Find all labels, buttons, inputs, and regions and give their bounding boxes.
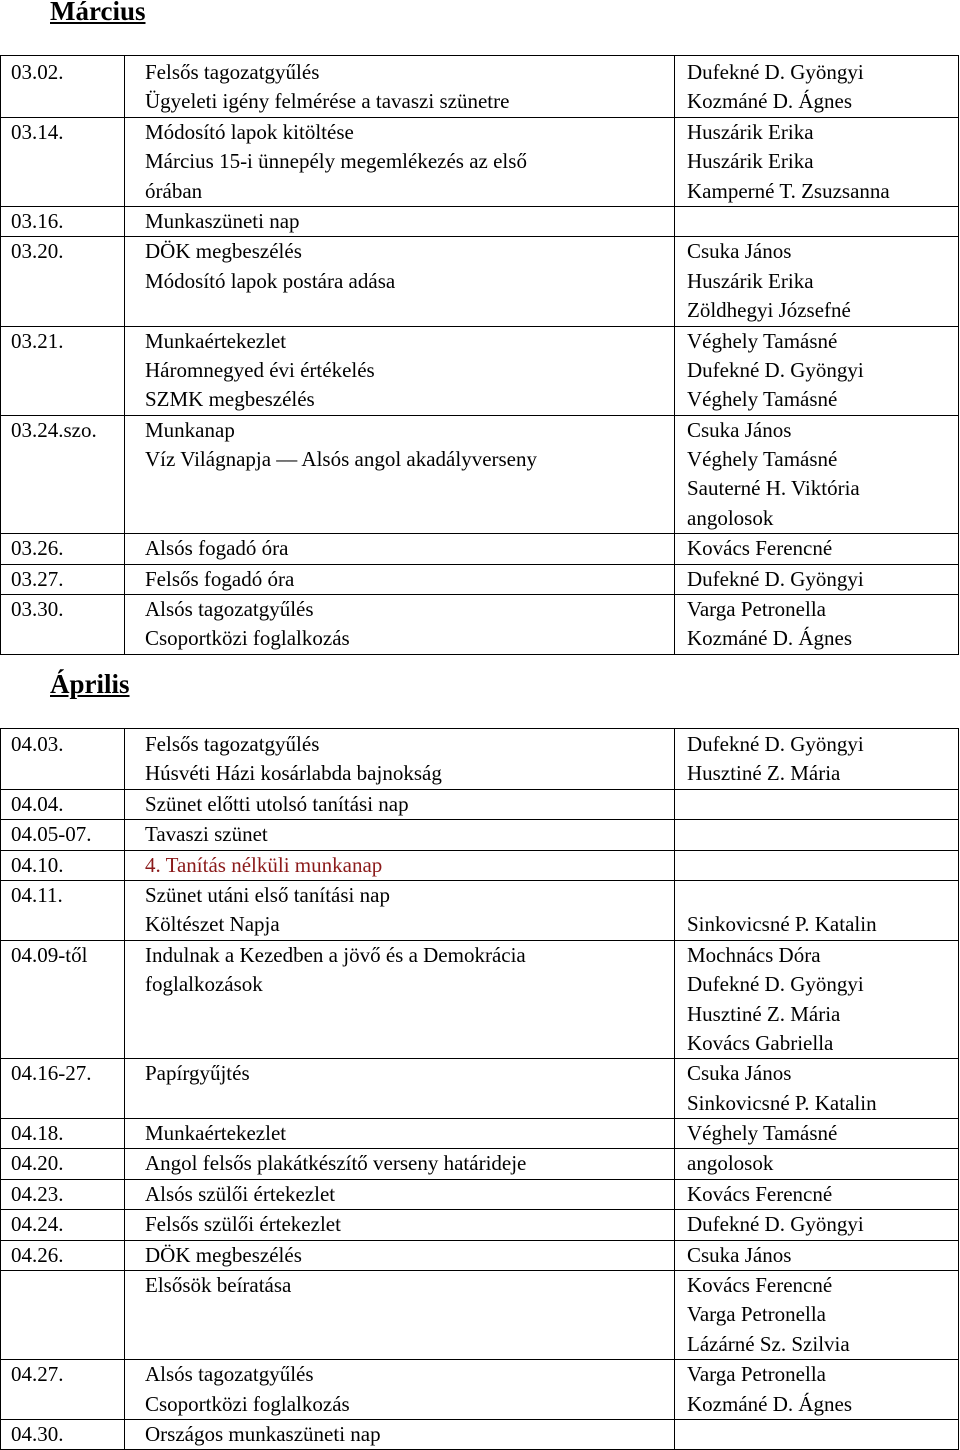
event-cell: [125, 1240, 675, 1270]
event-cell: [125, 850, 675, 880]
event-text: órában: [145, 178, 203, 203]
date-text: 04.04.: [11, 791, 64, 816]
responsible-person: Véghely Tamásné: [687, 328, 838, 353]
responsible-person: Zöldhegyi Józsefné: [687, 298, 851, 323]
event-text: Országos munkaszüneti nap: [145, 1421, 381, 1446]
date-text: 03.24.szo.: [11, 417, 97, 442]
event-text: Költészet Napja: [145, 912, 280, 937]
event-text: Felsős fogadó óra: [145, 566, 295, 591]
date-text: 03.20.: [11, 239, 64, 264]
responsible-person: Dufekné D. Gyöngyi: [687, 972, 864, 997]
event-cell: [125, 1419, 675, 1449]
responsible-cell: [675, 117, 959, 206]
date-text: 04.11.: [11, 882, 63, 907]
responsible-person: Dufekné D. Gyöngyi: [687, 1212, 864, 1237]
responsible-person: Véghely Tamásné: [687, 1121, 838, 1146]
schedule-row: [1, 415, 959, 534]
responsible-person: Csuka János: [687, 417, 792, 442]
responsible-cell: [675, 1059, 959, 1119]
responsible-person: Dufekné D. Gyöngyi: [687, 357, 864, 382]
schedule-row: [1, 1149, 959, 1179]
event-cell: [125, 564, 675, 594]
responsible-person: Kovács Ferencné: [687, 536, 833, 561]
date-text: 04.05-07.: [11, 822, 92, 847]
event-text: SZMK megbeszélés: [145, 387, 315, 412]
responsible-person: Kovács Ferencné: [687, 1273, 833, 1298]
event-cell: [125, 1360, 675, 1420]
event-text: Felsős szülői értekezlet: [145, 1212, 341, 1237]
schedule-table-march: [0, 55, 959, 655]
date-cell: [1, 117, 125, 206]
schedule-table-april: [0, 728, 959, 1450]
event-text: Felsős tagozatgyűlés: [145, 732, 320, 756]
responsible-cell: [675, 1149, 959, 1179]
event-cell: [125, 415, 675, 534]
event-text: Szünet előtti utolsó tanítási nap: [145, 791, 409, 816]
date-text: 03.27.: [11, 566, 64, 591]
responsible-cell: [675, 237, 959, 326]
event-text: Március 15-i ünnepély megemlékezés az első: [145, 149, 527, 174]
event-text: Tavaszi szünet: [145, 822, 268, 847]
date-cell: [1, 940, 125, 1059]
event-text: Ügyeleti igény felmérése a tavaszi szünetre: [145, 89, 510, 114]
date-text: 03.21.: [11, 328, 64, 353]
responsible-person: Varga Petronella: [687, 1302, 826, 1327]
date-text: 04.03.: [11, 732, 64, 756]
event-text: 4. Tanítás nélküli munkanap: [145, 852, 383, 877]
responsible-person: Dufekné D. Gyöngyi: [687, 566, 864, 591]
date-cell: [1, 1149, 125, 1179]
schedule-row: [1, 326, 959, 415]
event-text: Munkaértekezlet: [145, 328, 287, 353]
responsible-cell: [675, 789, 959, 819]
responsible-cell: [675, 1210, 959, 1240]
responsible-person: Sauterné H. Viktória: [687, 476, 860, 501]
event-text: Csoportközi foglalkozás: [145, 1391, 350, 1416]
responsible-cell: [675, 206, 959, 236]
responsible-person: Kozmáné D. Ágnes: [687, 89, 853, 114]
schedule-row: [1, 1059, 959, 1119]
schedule-row: [1, 1240, 959, 1270]
date-cell: [1, 1119, 125, 1149]
date-text: 03.30.: [11, 597, 64, 622]
event-cell: [125, 789, 675, 819]
schedule-row: [1, 1271, 959, 1360]
schedule-row: [1, 595, 959, 655]
event-text: DÖK megbeszélés: [145, 1242, 302, 1267]
event-text: Alsós tagozatgyűlés: [145, 597, 314, 622]
date-cell: [1, 1240, 125, 1270]
responsible-person: Varga Petronella: [687, 597, 826, 622]
date-cell: [1, 534, 125, 564]
responsible-cell: [675, 1271, 959, 1360]
event-text: Csoportközi foglalkozás: [145, 626, 350, 651]
event-text: DÖK megbeszélés: [145, 239, 302, 264]
responsible-cell: [675, 1419, 959, 1449]
date-cell: [1, 850, 125, 880]
date-cell: [1, 1419, 125, 1449]
event-text: Víz Világnapja –– Alsós angol akadályverseny: [145, 447, 538, 472]
date-cell: [1, 564, 125, 594]
event-cell: [125, 940, 675, 1059]
date-text: 04.26.: [11, 1242, 64, 1267]
date-cell: [1, 1210, 125, 1240]
responsible-person: Véghely Tamásné: [687, 447, 838, 472]
date-cell: [1, 880, 125, 940]
date-text: [11, 1271, 124, 1300]
date-cell: [1, 729, 125, 790]
event-cell: [125, 56, 675, 118]
responsible-person: Csuka János: [687, 239, 792, 264]
date-text: 04.16-27.: [11, 1061, 92, 1086]
event-text: Húsvéti Házi kosárlabda bajnokság: [145, 761, 442, 786]
responsible-person: Sinkovicsné P. Katalin: [687, 1090, 877, 1115]
schedule-row: [1, 1210, 959, 1240]
event-text: Módosító lapok kitöltése: [145, 119, 354, 144]
responsible-cell: [675, 564, 959, 594]
event-cell: [125, 237, 675, 326]
date-cell: [1, 326, 125, 415]
event-text: Munkaszüneti nap: [145, 208, 300, 233]
schedule-row: [1, 564, 959, 594]
responsible-person: Sinkovicsné P. Katalin: [687, 912, 877, 937]
responsible-person: angolosok: [687, 505, 774, 530]
schedule-row: [1, 940, 959, 1059]
event-cell: [125, 534, 675, 564]
section-title-april: Április: [50, 669, 130, 699]
schedule-row: [1, 1119, 959, 1149]
responsible-cell: [675, 56, 959, 118]
schedule-row: [1, 56, 959, 118]
event-cell: [125, 1059, 675, 1119]
schedule-row: [1, 1179, 959, 1209]
event-text: foglalkozások: [145, 972, 263, 997]
date-cell: [1, 1179, 125, 1209]
date-cell: [1, 56, 125, 118]
responsible-person: Kozmáné D. Ágnes: [687, 626, 853, 651]
responsible-cell: [675, 850, 959, 880]
date-cell: [1, 1360, 125, 1420]
date-text: 04.18.: [11, 1121, 64, 1146]
responsible-cell: [675, 1179, 959, 1209]
date-text: 03.16.: [11, 208, 64, 233]
date-text: 04.30.: [11, 1421, 64, 1446]
event-text: Angol felsős plakátkészítő verseny határideje: [145, 1151, 527, 1176]
date-text: 04.09-től: [11, 942, 88, 967]
event-cell: [125, 326, 675, 415]
responsible-cell: [675, 326, 959, 415]
schedule-row: [1, 1419, 959, 1449]
event-cell: [125, 729, 675, 790]
event-text: Munkanap: [145, 417, 235, 442]
event-text: Munkaértekezlet: [145, 1121, 287, 1146]
responsible-person: Huszárik Erika: [687, 268, 814, 293]
event-cell: [125, 1271, 675, 1360]
date-cell: [1, 1271, 125, 1360]
event-cell: [125, 1210, 675, 1240]
responsible-person: angolosok: [687, 1151, 774, 1176]
event-cell: [125, 880, 675, 940]
date-text: 03.26.: [11, 536, 64, 561]
responsible-person: Huszárik Erika: [687, 119, 814, 144]
event-cell: [125, 1119, 675, 1149]
date-text: 03.14.: [11, 119, 64, 144]
responsible-person: Dufekné D. Gyöngyi: [687, 60, 864, 84]
event-text: Módosító lapok postára adása: [145, 268, 396, 293]
responsible-person: Csuka János: [687, 1242, 792, 1267]
section-title-march: Március: [50, 0, 146, 26]
responsible-person: Husztiné Z. Mária: [687, 1001, 841, 1026]
responsible-cell: [675, 940, 959, 1059]
responsible-person: Kamperné T. Zsuzsanna: [687, 178, 890, 203]
responsible-person: Varga Petronella: [687, 1362, 826, 1387]
schedule-row: [1, 237, 959, 326]
responsible-person: Kozmáné D. Ágnes: [687, 1391, 853, 1416]
event-cell: [125, 1149, 675, 1179]
responsible-cell: [675, 1119, 959, 1149]
responsible-person: Husztiné Z. Mária: [687, 761, 841, 786]
date-text: 04.20.: [11, 1151, 64, 1176]
date-text: 04.23.: [11, 1181, 64, 1206]
responsible-cell: [675, 534, 959, 564]
event-cell: [125, 1179, 675, 1209]
date-cell: [1, 1059, 125, 1119]
event-text: Papírgyűjtés: [145, 1061, 250, 1086]
schedule-row: [1, 729, 959, 790]
event-text: Szünet utáni első tanítási nap: [145, 882, 390, 907]
responsible-person: Huszárik Erika: [687, 149, 814, 174]
responsible-person: Véghely Tamásné: [687, 387, 838, 412]
responsible-cell: [675, 1360, 959, 1420]
schedule-row: [1, 820, 959, 850]
schedule-row: [1, 206, 959, 236]
event-text: Alsós tagozatgyűlés: [145, 1362, 314, 1387]
event-cell: [125, 206, 675, 236]
responsible-person: Dufekné D. Gyöngyi: [687, 732, 864, 756]
date-text: 03.02.: [11, 60, 64, 84]
date-text: 04.10.: [11, 852, 64, 877]
event-text: Indulnak a Kezedben a jövő és a Demokrácia: [145, 942, 526, 967]
date-cell: [1, 595, 125, 655]
event-cell: [125, 117, 675, 206]
schedule-row: [1, 117, 959, 206]
event-text: Alsós szülői értekezlet: [145, 1181, 336, 1206]
schedule-row: [1, 850, 959, 880]
responsible-person: Mochnács Dóra: [687, 942, 821, 967]
responsible-cell: [675, 1240, 959, 1270]
responsible-person: Lázárné Sz. Szilvia: [687, 1331, 850, 1356]
event-text: Felsős tagozatgyűlés: [145, 60, 320, 84]
date-cell: [1, 820, 125, 850]
date-cell: [1, 415, 125, 534]
responsible-person: Csuka János: [687, 1061, 792, 1086]
responsible-person: Kovács Ferencné: [687, 1181, 833, 1206]
responsible-cell: [675, 820, 959, 850]
date-cell: [1, 789, 125, 819]
responsible-cell: [675, 729, 959, 790]
event-cell: [125, 820, 675, 850]
responsible-cell: [675, 415, 959, 534]
event-text: Elsősök beíratása: [145, 1273, 292, 1298]
responsible-person: Kovács Gabriella: [687, 1030, 834, 1055]
event-text: Háromnegyed évi értékelés: [145, 357, 375, 382]
event-cell: [125, 595, 675, 655]
responsible-cell: [675, 880, 959, 940]
event-text: Alsós fogadó óra: [145, 536, 289, 561]
schedule-row: [1, 1360, 959, 1420]
date-cell: [1, 237, 125, 326]
responsible-person: [687, 881, 958, 910]
date-text: 04.24.: [11, 1212, 64, 1237]
schedule-row: [1, 534, 959, 564]
responsible-cell: [675, 595, 959, 655]
date-text: 04.27.: [11, 1362, 64, 1387]
date-cell: [1, 206, 125, 236]
schedule-row: [1, 880, 959, 940]
schedule-row: [1, 789, 959, 819]
